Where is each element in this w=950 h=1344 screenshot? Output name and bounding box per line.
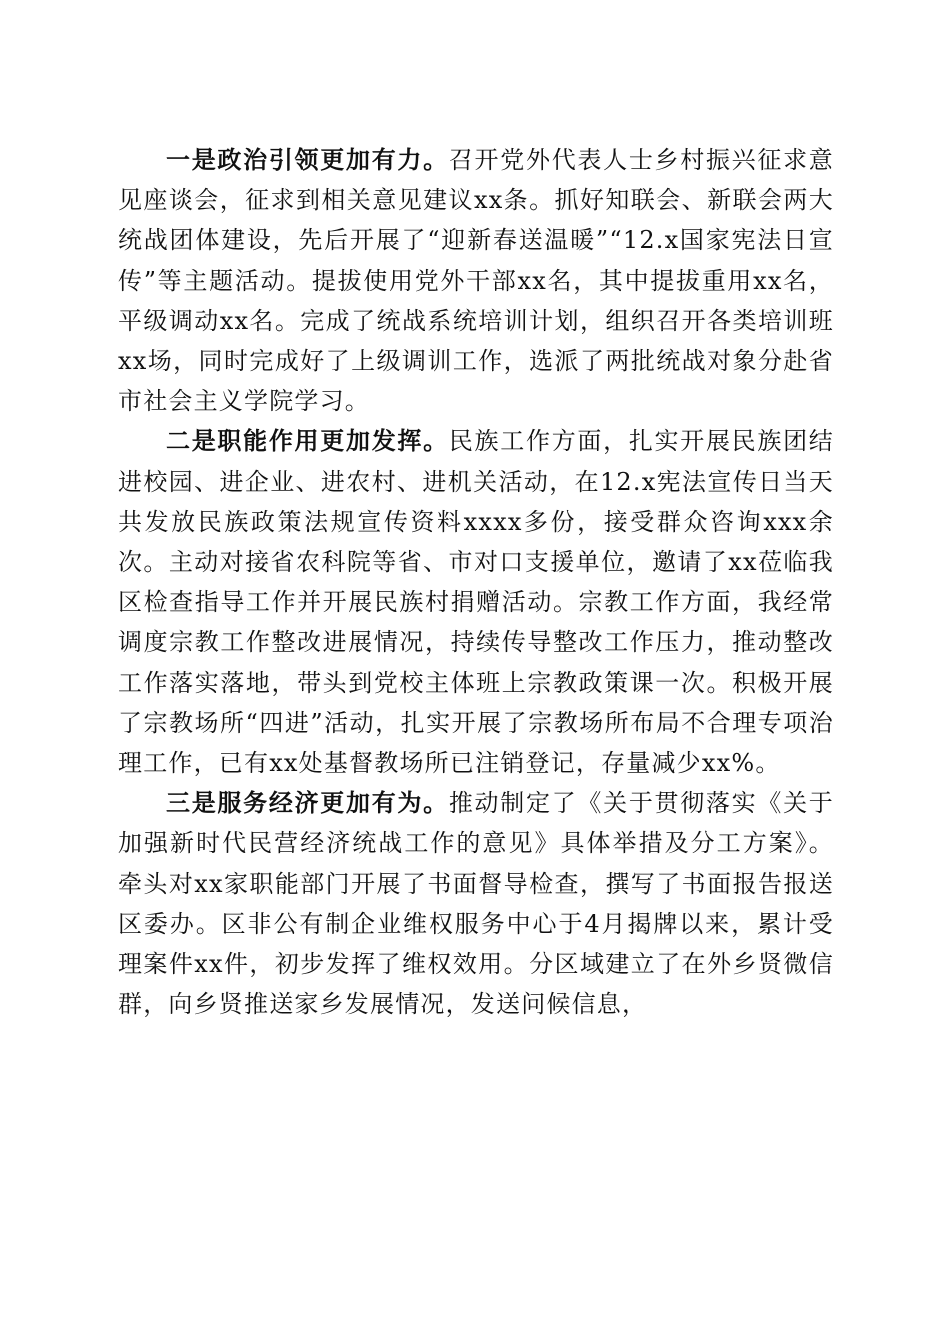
document-page	[118, 140, 834, 1024]
paragraph-body: 召开党外代表人士乡村振兴征求意见座谈会，征求到相关意见建议xx条。抓好知联会、新联会两大统战团体建设，先后开展了“迎新春送温暖”“12.x国家宪法日宣传”等主题活动。提拔使用党外干部xx名，其中提拔重用xx名，平级调动xx名。完成了统战系统培训计划，组织召开各类培训班xx场，同时完成好了上级调训工作，选派了两批统战对象分赴省市社会主义学院学习。	[118, 146, 835, 416]
paragraph-economic-service	[118, 783, 834, 1024]
paragraph-body: 民族工作方面，扎实开展民族团结进校园、进企业、进农村、进机关活动，在12.x宪法宣传日当天共发放民族政策法规宣传资料xxxx多份，接受群众咨询xxx余次。主动对接省农科院等省、市对口支援单位，邀请了xx莅临我区检查指导工作并开展民族村捐赠活动。宗教工作方面，我经常调度宗教工作整改进展情况，持续传导整改工作压力，推动整改工作落实落地，带头到党校主体班上宗教政策课一次。积极开展了宗教场所“四进”活动，扎实开展了宗教场所布局不合理专项治理工作，已有xx处基督教场所已注销登记，存量减少xx%。	[118, 427, 835, 778]
paragraph-body: 推动制定了《关于贯彻落实《关于加强新时代民营经济统战工作的意见》具体举措及分工方案》。牵头对xx家职能部门开展了书面督导检查，撰写了书面报告报送区委办。区非公有制企业维权服务中心于4月揭牌以来，累计受理案件xx件，初步发挥了维权效用。分区域建立了在外乡贤微信群，向乡贤推送家乡发展情况，发送问候信息，	[118, 789, 835, 1019]
paragraph-lead: 二是职能作用更加发挥。	[166, 426, 449, 456]
paragraph-political-leadership	[118, 140, 834, 421]
paragraph-functional-role	[118, 421, 834, 783]
paragraph-lead: 三是服务经济更加有为。	[166, 788, 449, 818]
paragraph-lead: 一是政治引领更加有力。	[166, 145, 449, 174]
